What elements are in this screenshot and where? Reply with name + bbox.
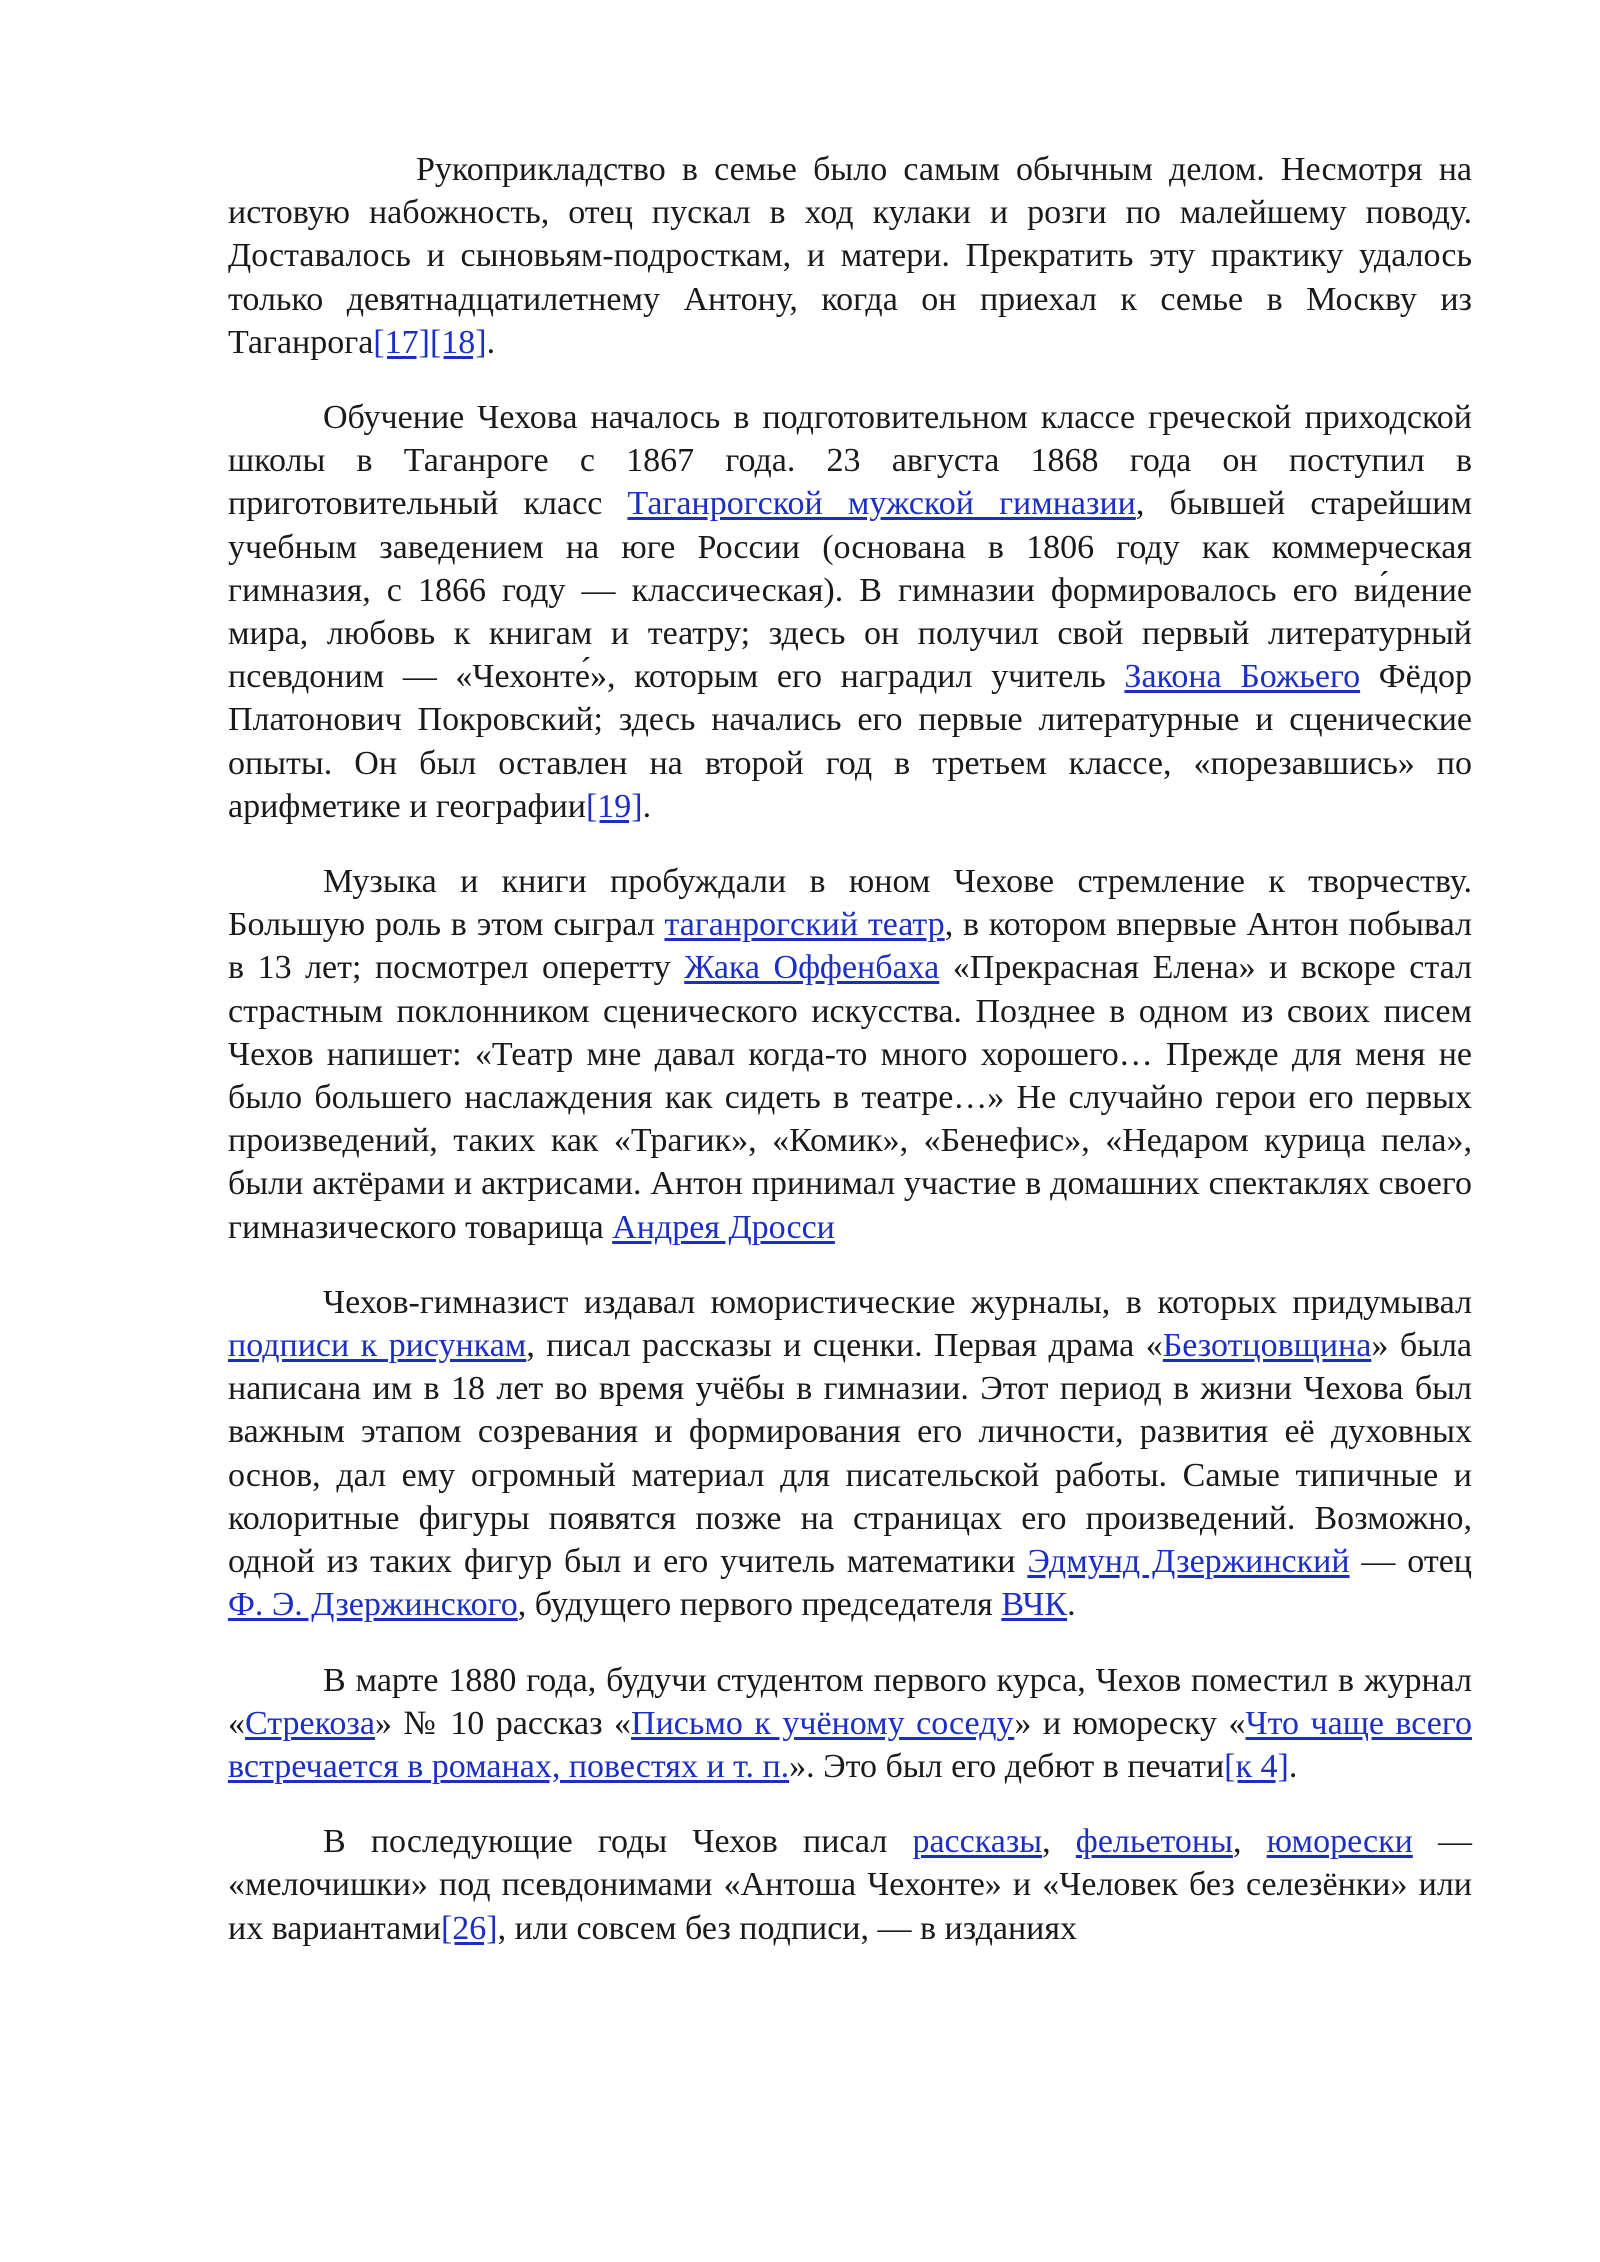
text-run: , бывшей старейшим учебным заведением на юге России (основана в 1806 году как коммерческая гимназия, с 1866 году — классическая). В гимназии формировалось его ви́дение мира, любовь к книгам и театру; здесь он получил свой первый литературный псевдоним — «Чехонте́», которым его наградил учитель — [228, 485, 1472, 696]
text-run: , будущего первого председателя — [517, 1586, 1002, 1624]
paragraph — [228, 148, 1472, 364]
text-run: В марте 1880 года, будучи студентом первого курса, Чехов поместил в журнал « — [228, 1661, 1472, 1742]
paragraph — [228, 396, 1472, 828]
text-run: — отец — [1349, 1543, 1472, 1581]
hyperlink[interactable]: рассказы — [912, 1823, 1043, 1861]
hyperlink[interactable]: [17] — [373, 323, 430, 361]
hyperlink[interactable]: фельетоны — [1075, 1823, 1233, 1861]
text-run: » и юмореску « — [1014, 1704, 1246, 1742]
hyperlink[interactable]: Что чаще всего встречается в романах, повестях и т. п. — [228, 1704, 1472, 1785]
hyperlink[interactable]: [к 4] — [1224, 1747, 1289, 1785]
hyperlink[interactable]: [19] — [585, 787, 643, 825]
text-run: , писал рассказы и сценки. Первая драма « — [526, 1327, 1163, 1365]
text-run: Чехов-гимназист издавал юмористические журналы, в которых придумывал — [323, 1283, 1472, 1321]
paragraph — [228, 1659, 1472, 1789]
text-run: » № 10 рассказ « — [374, 1704, 632, 1742]
hyperlink[interactable]: Безотцовщина — [1162, 1327, 1372, 1365]
text-run: Музыка и книги пробуждали в юном Чехове стремление к творчеству. Большую роль в этом сыграл — [228, 863, 1472, 944]
text-run: , — [1232, 1823, 1267, 1861]
hyperlink[interactable]: Закона Божьего — [1124, 658, 1361, 696]
hyperlink[interactable]: подписи к рисункам — [228, 1327, 527, 1365]
text-run: , или совсем без подписи, — в изданиях — [497, 1909, 1077, 1947]
hyperlink[interactable]: Письмо к учёному соседу — [631, 1704, 1015, 1742]
text-run: Обучение Чехова началось в подготовительном классе греческой приходской школы в Таганроге с 1867 года. 23 августа 1868 года он поступил в приготовительный класс — [228, 399, 1472, 523]
hyperlink[interactable]: Таганрогской мужской гимназии — [627, 485, 1136, 523]
hyperlink[interactable]: ВЧК — [1001, 1586, 1068, 1624]
paragraph — [228, 1820, 1472, 1950]
text-run: . — [642, 787, 652, 825]
text-run: — «мелочишки» под псевдонимами «Антоша Чехонте» и «Человек без селезёнки» или их вариантами — [228, 1823, 1472, 1947]
text-run: Фёдор Платонович Покровский; здесь начались его первые литературные и сценические опыты. Он был оставлен на второй год в третьем классе, «порезавшись» по арифметике и географии — [228, 658, 1472, 825]
hyperlink[interactable]: [18] — [429, 323, 487, 361]
text-run: , — [1042, 1823, 1076, 1861]
text-run: » была написана им в 18 лет во время учёбы в гимназии. Этот период в жизни Чехова был важным этапом созревания и формирования его личности, развития её духовных основ, дал ему огромный материал для писательской работы. Самые типичные и колоритные фигуры появятся позже на страницах его произведений. Возможно, одной из таких фигур был и его учитель математики — [228, 1327, 1473, 1581]
hyperlink[interactable]: Ф. Э. Дзержинского — [228, 1586, 518, 1624]
text-run: Рукоприкладство в семье было самым обычным делом. Несмотря на истовую набожность, отец пускал в ход кулаки и розги по малейшему поводу. Доставалось и сыновьям-подросткам, и матери. Прекратить эту практику удалось только девятнадцатилетнему Антону, когда он приехал к семье в Москву из Таганрога — [228, 151, 1472, 361]
paragraph — [228, 1281, 1472, 1627]
hyperlink[interactable]: Андрея Дросси — [612, 1208, 835, 1246]
text-run: . — [486, 323, 496, 361]
hyperlink[interactable]: таганрогский театр — [664, 906, 945, 944]
hyperlink[interactable]: [26] — [440, 1909, 498, 1947]
text-run: . — [1288, 1747, 1298, 1785]
paragraph — [228, 860, 1472, 1249]
hyperlink[interactable]: Жака Оффенбаха — [684, 949, 940, 987]
text-run: , в котором впервые Антон побывал в 13 лет; посмотрел оперетту — [228, 906, 1472, 987]
hyperlink[interactable]: юморески — [1266, 1823, 1413, 1861]
hyperlink[interactable]: Стрекоза — [245, 1704, 375, 1742]
text-run: «Прекрасная Елена» и вскоре стал страстным поклонником сценического искусства. Позднее в одном из своих писем Чехов напишет: «Театр мне давал когда-то много хорошего… Прежде для меня не было большего наслаждения как сидеть в театре…» Не случайно герои его первых произведений, таких как «Трагик», «Комик», «Бенефис», «Недаром курица пела», были актёрами и актрисами. Антон принимал участие в домашних спектаклях своего гимназического товарища — [228, 949, 1472, 1246]
text-run: В последующие годы Чехов писал — [323, 1823, 913, 1861]
text-run: ». Это был его дебют в печати — [789, 1747, 1225, 1785]
hyperlink[interactable]: Эдмунд Дзержинский — [1027, 1543, 1350, 1581]
document-page — [228, 148, 1472, 1982]
text-run: . — [1067, 1586, 1076, 1624]
